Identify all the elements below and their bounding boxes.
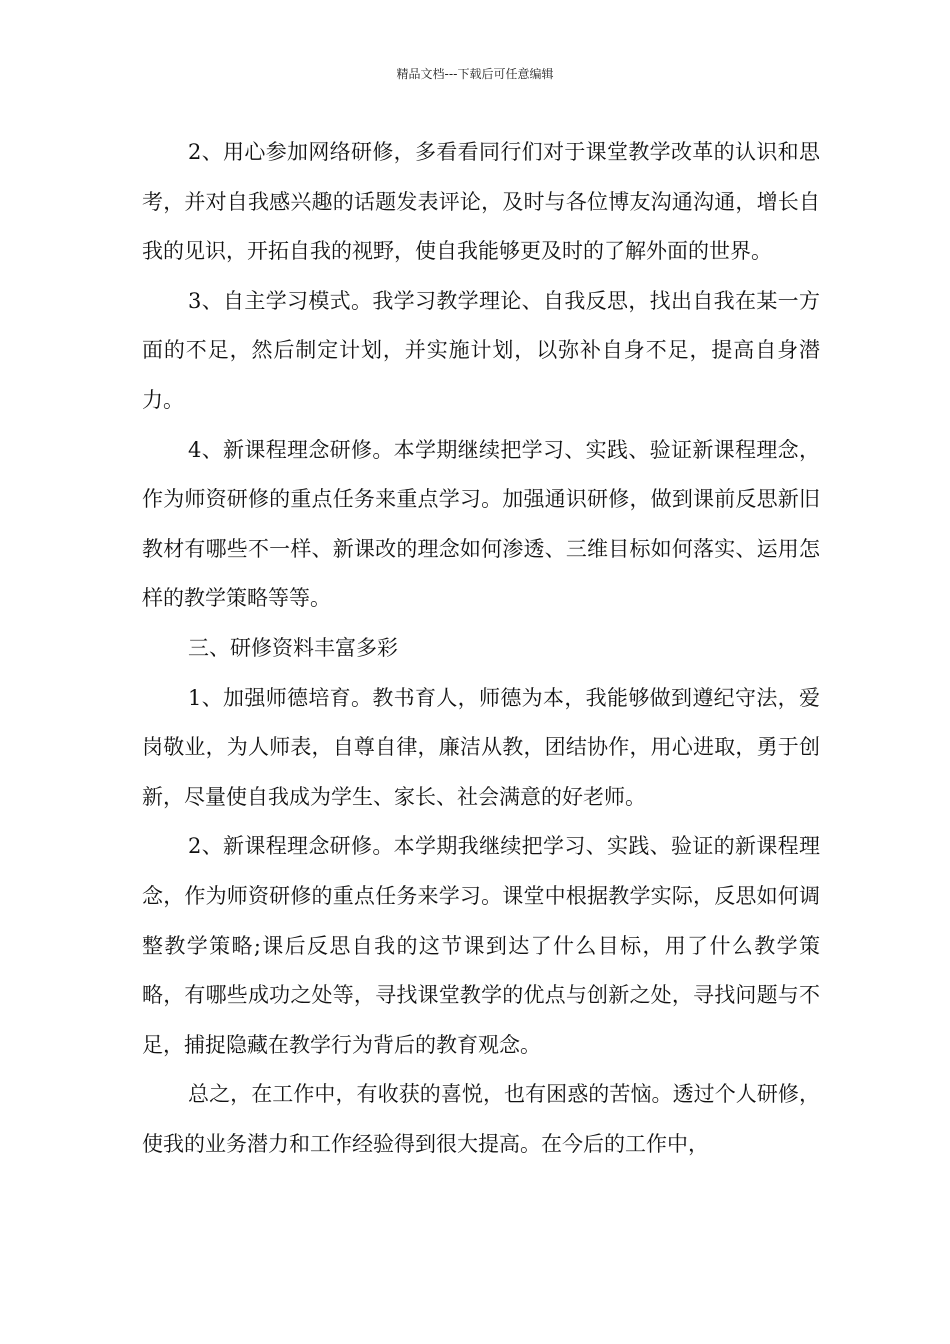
section-heading-training-content: 三、研修资料丰富多彩 xyxy=(188,635,398,660)
paragraph-self-study: 3、自主学习模式。我学习教学理论、自我反思，找出自我在某一方面的不足，然后制定计划，并实施计划，以弥补自身不足，提高自身潜力。 xyxy=(142,288,820,412)
document-body xyxy=(142,128,820,1169)
paragraph-summary: 总之，在工作中，有收获的喜悦，也有困惑的苦恼。透过个人研修，使我的业务潜力和工作经验得到很大提高。在今后的工作中， xyxy=(142,1082,820,1156)
page-header: 精品文档---下载后可任意编辑 xyxy=(396,67,554,81)
paragraph-teacher-ethics: 1、加强师德培育。教书育人，师德为本，我能够做到遵纪守法，爱岗敬业，为人师表，自尊自律，廉洁从教，团结协作，用心进取，勇于创新，尽量使自我成为学生、家长、社会满意的好老师。 xyxy=(142,685,820,809)
paragraph-new-curriculum: 4、新课程理念研修。本学期继续把学习、实践、验证新课程理念，作为师资研修的重点任务来重点学习。加强通识研修，做到课前反思新旧教材有哪些不一样、新课改的理念如何渗透、三维目标如何落实、运用怎样的教学策略等等。 xyxy=(142,437,820,611)
paragraph-curriculum-concept: 2、新课程理念研修。本学期我继续把学习、实践、验证的新课程理念，作为师资研修的重点任务来学习。课堂中根据教学实际，反思如何调整教学策略;课后反思自我的这节课到达了什么目标，用了什么教学策略，有哪些成功之处等，寻找课堂教学的优点与创新之处，寻找问题与不足，捕捉隐藏在教学行为背后的教育观念。 xyxy=(142,834,820,1057)
paragraph-online-training: 2、用心参加网络研修，多看看同行们对于课堂教学改革的认识和思考，并对自我感兴趣的话题发表评论，及时与各位博友沟通沟通，增长自我的见识，开拓自我的视野，使自我能够更及时的了解外面的世界。 xyxy=(142,140,820,264)
